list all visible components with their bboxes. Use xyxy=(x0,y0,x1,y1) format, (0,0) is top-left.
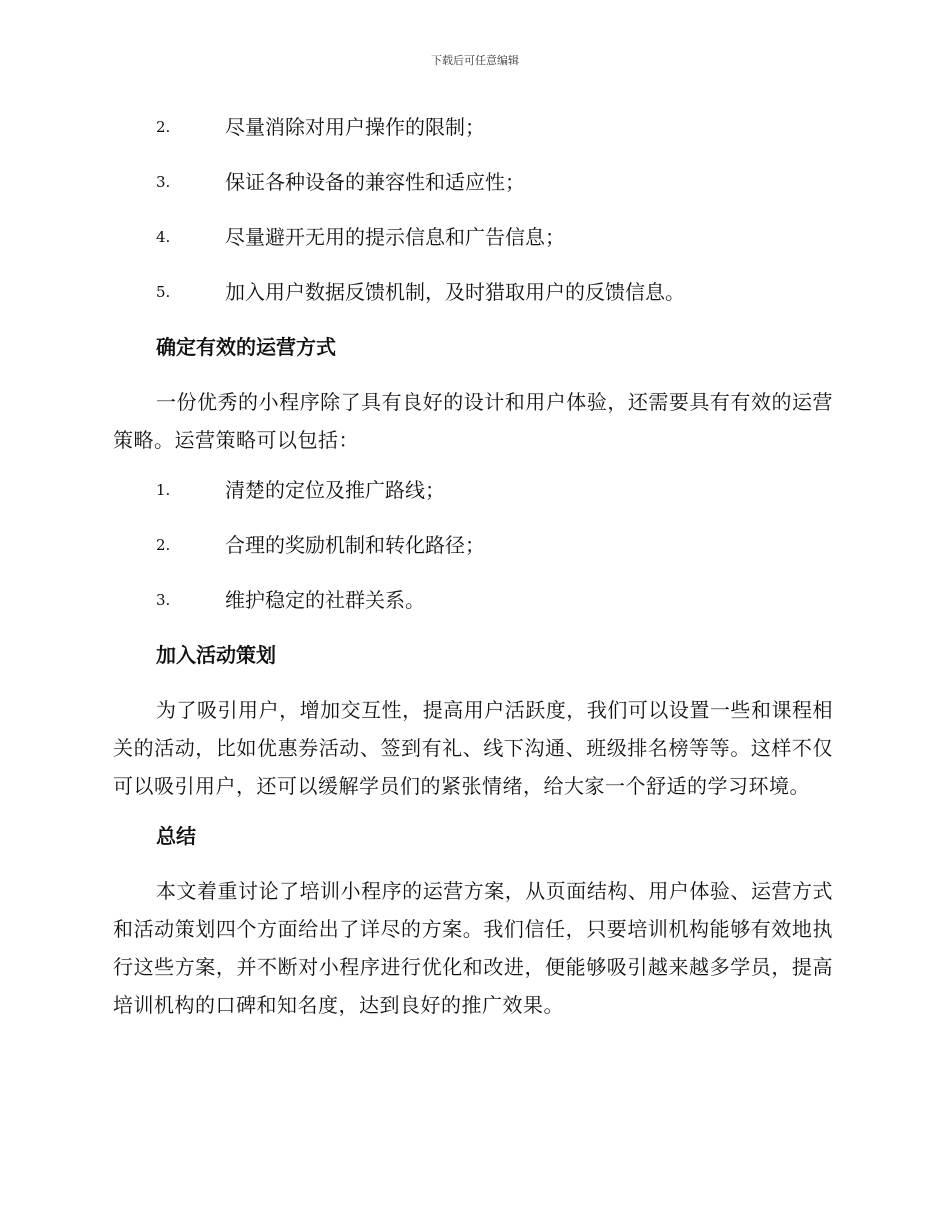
list-text: 加入用户数据反馈机制，及时猎取用户的反馈信息。 xyxy=(225,280,685,304)
list-number: 4. xyxy=(156,228,171,246)
list-number: 3. xyxy=(156,173,171,191)
section-paragraph-summary: 本文着重讨论了培训小程序的运营方案，从页面结构、用户体验、运营方式和活动策划四个方面给出了详尽的方案。我们信任，只要培训机构能够有效地执行这些方案，并不断对小程序进行优化和改进，便能够吸引越来越多学员，提高培训机构的口碑和知名度，达到良好的推广效果。 xyxy=(113,879,833,1017)
list-item xyxy=(113,583,833,638)
section-heading-activity: 加入活动策划 xyxy=(156,643,276,667)
document-body xyxy=(113,110,833,1038)
list-item xyxy=(113,220,833,275)
list-number: 1. xyxy=(156,481,171,499)
list-number: 3. xyxy=(156,591,171,609)
list-item xyxy=(113,473,833,528)
list-item xyxy=(113,528,833,583)
list-text: 维护稳定的社群关系。 xyxy=(225,588,425,612)
section-paragraph-activity: 为了吸引用户，增加交互性，提高用户活跃度，我们可以设置一些和课程相关的活动，比如优惠券活动、签到有礼、线下沟通、班级排名榜等等。这样不仅可以吸引用户，还可以缓解学员们的紧张情绪，给大家一个舒适的学习环境。 xyxy=(113,698,833,798)
section-heading-operation: 确定有效的运营方式 xyxy=(156,335,336,359)
list-text: 尽量避开无用的提示信息和广告信息； xyxy=(225,225,565,249)
list-item xyxy=(113,165,833,220)
list-text: 尽量消除对用户操作的限制； xyxy=(225,115,485,139)
section-heading-summary: 总结 xyxy=(156,824,196,848)
list-number: 2. xyxy=(156,118,171,136)
list-item xyxy=(113,275,833,330)
list-text: 清楚的定位及推广路线； xyxy=(225,478,445,502)
list-item xyxy=(113,110,833,165)
section-paragraph-operation: 一份优秀的小程序除了具有良好的设计和用户体验，还需要具有有效的运营策略。运营策略可以包括： xyxy=(113,390,833,452)
list-number: 2. xyxy=(156,536,171,554)
list-text: 合理的奖励机制和转化路径； xyxy=(225,533,485,557)
list-text: 保证各种设备的兼容性和适应性； xyxy=(225,170,525,194)
list-number: 5. xyxy=(156,283,171,301)
page-header: 下载后可任意编辑 xyxy=(431,54,519,67)
